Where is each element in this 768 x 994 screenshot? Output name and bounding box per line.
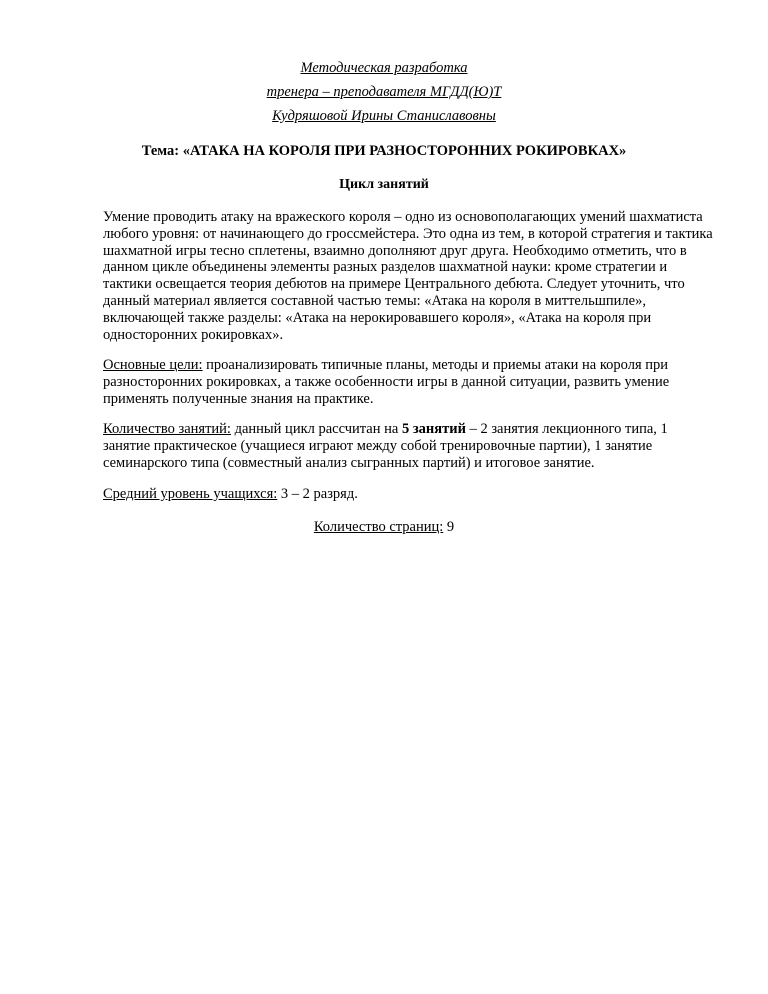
lessons-label: Количество занятий: xyxy=(103,421,231,437)
document-header xyxy=(0,56,768,128)
goals-paragraph xyxy=(103,357,713,407)
pages-value: 9 xyxy=(443,519,455,535)
goals-text: проанализировать типичные планы, методы и приемы атаки на короля при разносторонних рокировках, а также особенности игры в данной ситуации, развить умение применять полученные знания на практике. xyxy=(103,357,670,407)
lessons-text-after: – 2 занятия лекционного типа, 1 занятие практическое (учащиеся играют между собой тренировочные партии), 1 занятие семинарского типа (совместный анализ сыгранных партий) и итоговое занятие. xyxy=(103,421,668,471)
intro-paragraph: Умение проводить атаку на вражеского короля – одно из основополагающих умений шахматиста любого уровня: от начинающего до гроссмейстера. Это одна из тем, в которой стратегия и тактика шахматной игры тесно сплетены, взаимно дополняют друг друга. Необходимо отметить, что в данном цикле объединены элементы разных разделов шахматной науки: кроме стратегии и тактики освещается теория дебютов на примере Центрального дебюта. Следует уточнить, что данный материал является составной частью темы: «Атака на короля в миттельшпиле», включающей также разделы: «Атака на нерокировавшего короля», «Атака на короля при односторонних рокировках». xyxy=(103,209,713,343)
header-line-2: тренера – преподавателя МГДД(Ю)Т xyxy=(266,84,502,100)
pages-label: Количество страниц: xyxy=(313,519,444,535)
pages-paragraph xyxy=(0,519,768,536)
level-value: 3 – 2 разряд. xyxy=(277,486,358,502)
level-label: Средний уровень учащихся: xyxy=(103,486,278,502)
topic-title: «АТАКА НА КОРОЛЯ ПРИ РАЗНОСТОРОННИХ РОКИРОВКАХ» xyxy=(182,143,627,159)
lessons-paragraph xyxy=(103,421,713,471)
topic-heading xyxy=(0,143,768,160)
lessons-count: 5 занятий xyxy=(401,421,466,437)
goals-label: Основные цели: xyxy=(103,357,203,373)
topic-label: Тема: xyxy=(141,143,180,159)
lessons-text-before: данный цикл рассчитан на xyxy=(230,421,402,437)
header-line-3: Кудряшовой Ирины Станиславовны xyxy=(272,108,496,124)
cycle-title: Цикл занятий xyxy=(339,177,429,192)
header-line-1: Методическая разработка xyxy=(300,60,468,76)
level-paragraph xyxy=(103,486,713,503)
